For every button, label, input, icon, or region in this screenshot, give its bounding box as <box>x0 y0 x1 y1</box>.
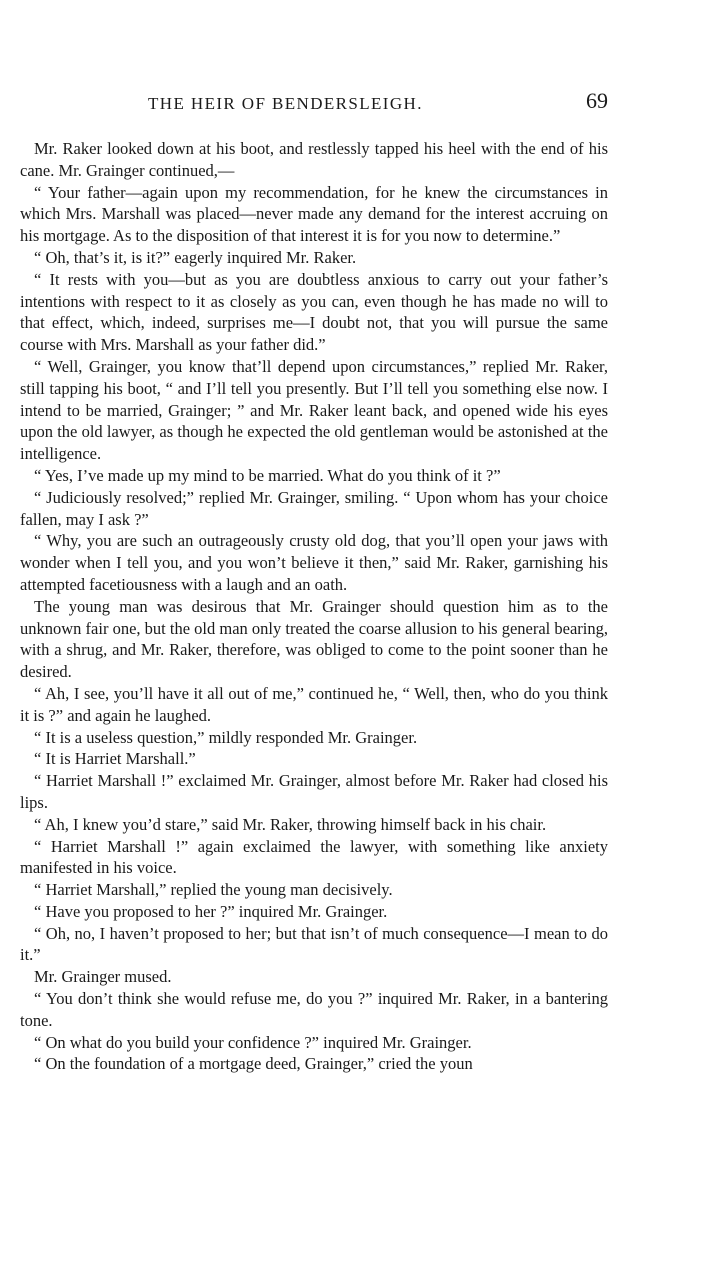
paragraph: The young man was desirous that Mr. Grainger should question him as to the unknown fair one, but the old man only treated the coarse allusion to his general bearing, with a shrug, and Mr. Raker, therefore, was obliged to come to the point sooner than he desired. <box>20 596 608 682</box>
paragraph: “ Harriet Marshall,” replied the young man decisively. <box>34 880 393 900</box>
paragraph: “ It is a useless question,” mildly responded Mr. Grainger. <box>34 727 418 747</box>
paragraph: “ Harriet Marshall !” again exclaimed the lawyer, with something like anxiety manifested in his voice. <box>20 836 608 878</box>
paragraph: “ Harriet Marshall !” exclaimed Mr. Grainger, almost before Mr. Raker had closed his lips. <box>20 771 608 812</box>
paragraph: “ Ah, I see, you’ll have it all out of me,” continued he, “ Well, then, who do you think it is ?” and again he laughed. <box>20 683 608 725</box>
page-number: 69 <box>586 88 608 113</box>
paragraph: Mr. Raker looked down at his boot, and restlessly tapped his heel with the end of his cane. Mr. Grainger continued,— <box>20 139 608 180</box>
paragraph: “ Ah, I knew you’d stare,” said Mr. Raker, throwing himself back in his chair. <box>34 814 547 834</box>
paragraph: “ Yes, I’ve made up my mind to be married. What do you think of it ?” <box>34 465 501 485</box>
paragraph: “ On the foundation of a mortgage deed, Grainger,” cried the youn <box>34 1054 473 1074</box>
paragraph: “ Well, Grainger, you know that’ll depend upon circumstances,” replied Mr. Raker, still tapping his boot, “ and I’ll tell you presently. But I’ll tell you something else now. I intend to be married, Grainger; ” and Mr. Raker leant back, and opened wide his eyes upon the old lawyer, as though he expected the old gentleman would be astonished at the intelligence. <box>20 356 608 464</box>
paragraph: “ Oh, no, I haven’t proposed to her; but that isn’t of much consequence—I mean to do it.” <box>20 923 608 965</box>
paragraph: “ Why, you are such an outrageously crusty old dog, that you’ll open your jaws with wonder when I tell you, and you won’t believe it then,” said Mr. Raker, garnishing his attempted facetiousness with a laugh and an oath. <box>20 531 608 594</box>
running-title: THE HEIR OF BENDERSLEIGH. <box>148 94 423 113</box>
paragraph: “ It is Harriet Marshall.” <box>34 749 196 769</box>
paragraph: “ On what do you build your confidence ?” inquired Mr. Grainger. <box>34 1032 472 1052</box>
paragraph: “ Judiciously resolved;” replied Mr. Grainger, smiling. “ Upon whom has your choice fallen, may I ask ?” <box>20 487 608 529</box>
paragraph: “ Have you proposed to her ?” inquired Mr. Grainger. <box>34 901 388 921</box>
paragraph: Mr. Grainger mused. <box>34 967 172 987</box>
body-text <box>20 138 608 1075</box>
paragraph: “ It rests with you—but as you are doubtless anxious to carry out your father’s intentions with respect to it as closely as you can, even though he has made no will to that effect, which, indeed, surprises me—I doubt not, that you will pursue the same course with Mrs. Marshall as your father did.” <box>20 269 608 355</box>
paragraph: “ Your father—again upon my recommendation, for he knew the circumstances in which Mrs. Marshall was placed—never made any demand for the interest accruing on his mortgage. As to the disposition of that interest it is for you now to determine.” <box>20 182 608 246</box>
running-head <box>20 88 608 118</box>
paragraph: “ You don’t think she would refuse me, do you ?” inquired Mr. Raker, in a bantering tone. <box>20 989 608 1030</box>
paragraph: “ Oh, that’s it, is it?” eagerly inquired Mr. Raker. <box>34 247 357 267</box>
